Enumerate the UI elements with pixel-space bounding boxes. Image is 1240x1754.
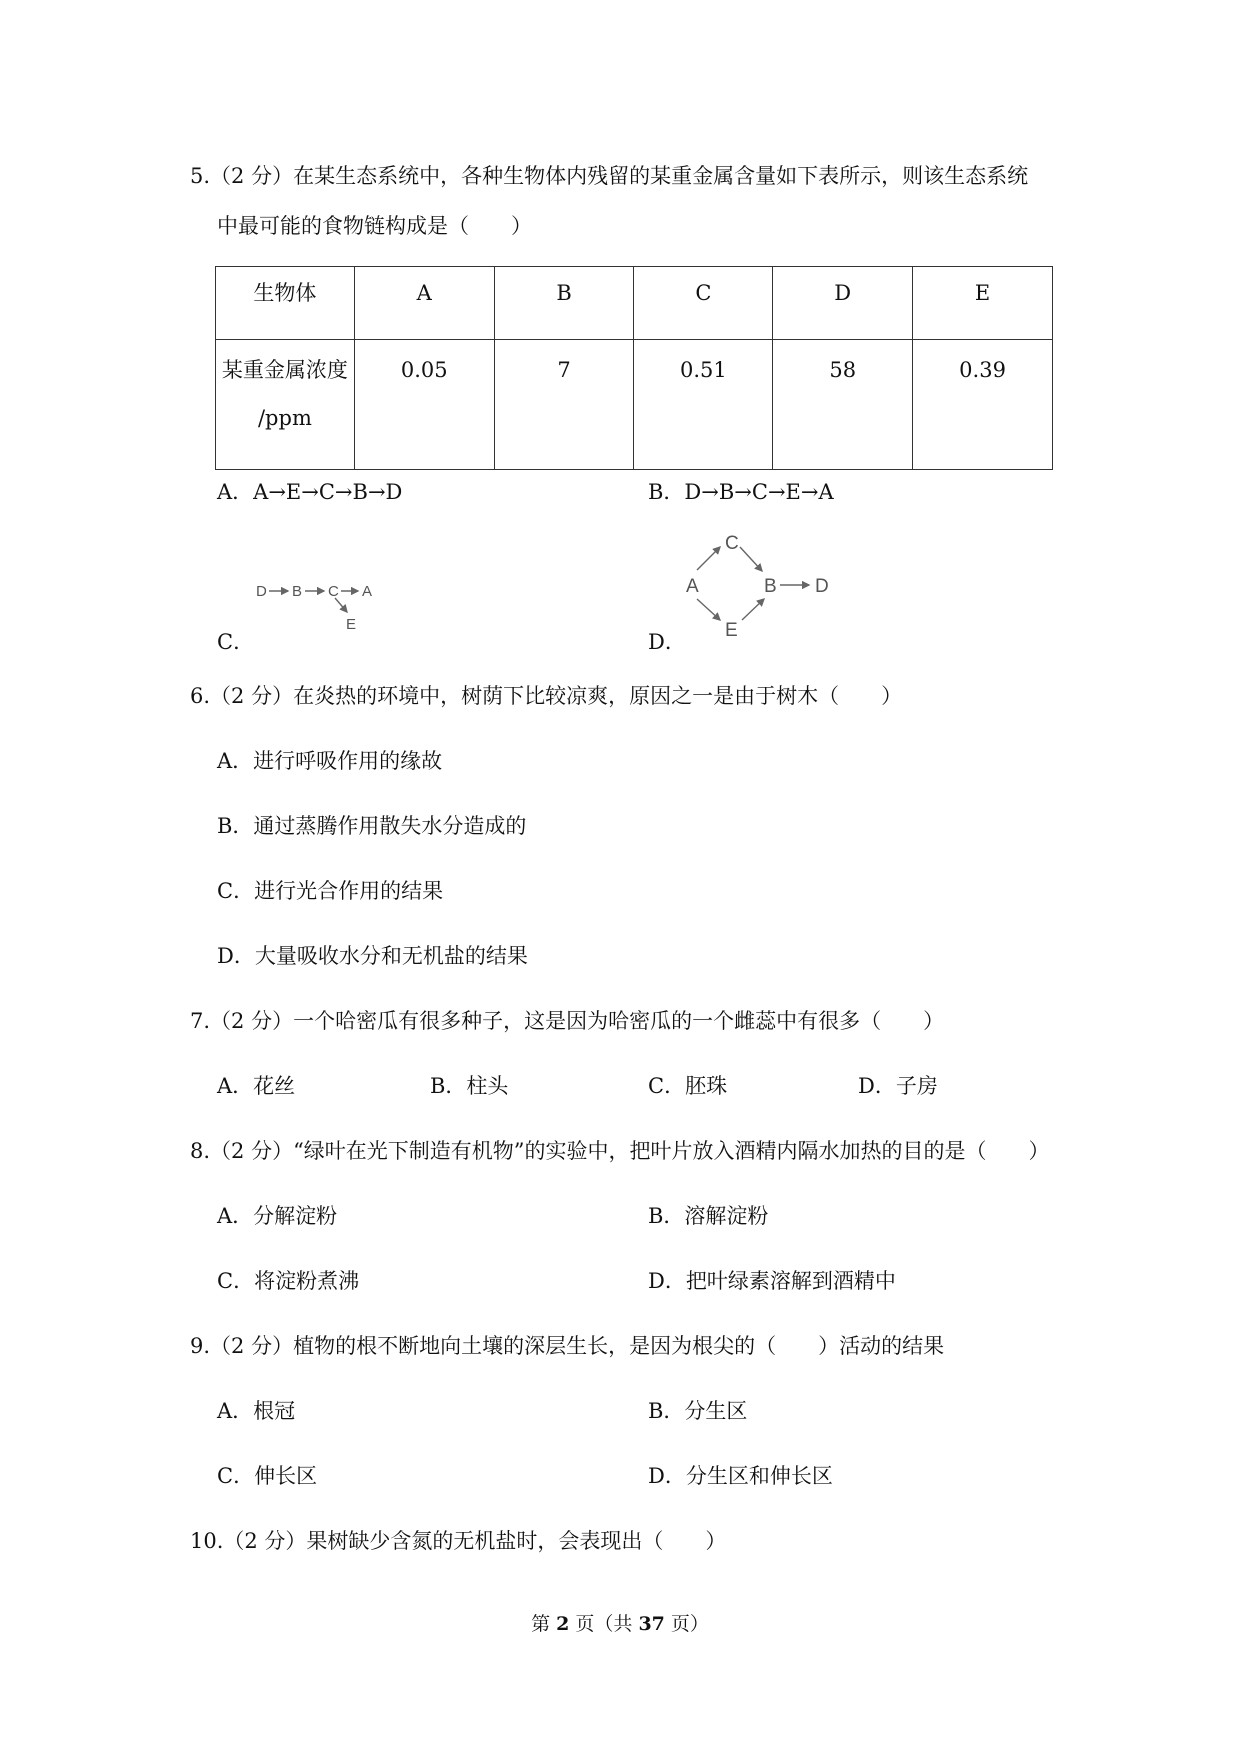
question-6-option-a[interactable]: A．进行呼吸作用的缘故 [217, 749, 443, 773]
table-cell: 58 [773, 340, 913, 470]
table-cell: 0.05 [354, 340, 494, 470]
question-8-option-b[interactable]: B．溶解淀粉 [648, 1204, 769, 1228]
footer-middle: 页（共 [569, 1613, 639, 1635]
question-9-option-b[interactable]: B．分生区 [648, 1399, 748, 1423]
question-5-option-a[interactable]: A．A→E→C→B→D [217, 480, 403, 504]
question-8-option-a[interactable]: A．分解淀粉 [217, 1204, 338, 1228]
total-page-number: 37 [638, 1613, 665, 1635]
page-footer [0, 1609, 1240, 1636]
question-8-option-c[interactable]: C．将淀粉煮沸 [217, 1269, 360, 1293]
heavy-metal-table [215, 266, 1053, 470]
question-9-option-c[interactable]: C．伸长区 [217, 1464, 318, 1488]
table-header-cell: B [494, 267, 634, 340]
node-label: A [686, 576, 699, 597]
table-header-cell: D [773, 267, 913, 340]
table-header-cell: E [913, 267, 1053, 340]
question-10-stem: 10.（2 分）果树缺少含氮的无机盐时，会表现出（ ） [190, 1529, 727, 1553]
node-label: D [256, 583, 267, 600]
question-5-stem-line2: 中最可能的食物链构成是（ ） [217, 214, 532, 238]
node-label: B [292, 583, 303, 600]
question-7-option-a[interactable]: A．花丝 [217, 1074, 296, 1098]
question-8-option-d[interactable]: D．把叶绿素溶解到酒精中 [648, 1269, 896, 1293]
table-row-label [216, 340, 355, 470]
table-header-cell: 生物体 [216, 267, 355, 340]
current-page-number: 2 [556, 1613, 570, 1635]
question-6-stem: 6.（2 分）在炎热的环境中，树荫下比较凉爽，原因之一是由于树木（ ） [190, 684, 903, 708]
node-label: A [362, 583, 373, 600]
node-label: C [328, 583, 339, 600]
question-5-option-c[interactable]: C． [217, 630, 255, 654]
node-label: D [815, 576, 829, 597]
node-label: B [764, 576, 777, 597]
question-9-option-a[interactable]: A．根冠 [217, 1399, 296, 1423]
table-header-cell: A [354, 267, 494, 340]
table-header-cell: C [634, 267, 773, 340]
table-cell: 0.39 [913, 340, 1053, 470]
table-cell: 0.51 [634, 340, 773, 470]
question-6-option-d[interactable]: D．大量吸收水分和无机盐的结果 [217, 944, 528, 968]
footer-suffix: 页） [664, 1613, 709, 1635]
node-label: E [725, 620, 738, 641]
question-9-option-d[interactable]: D．分生区和伸长区 [648, 1464, 833, 1488]
node-label: C [725, 533, 739, 554]
question-6-option-b[interactable]: B．通过蒸腾作用散失水分造成的 [217, 814, 527, 838]
question-9-stem: 9.（2 分）植物的根不断地向土壤的深层生长，是因为根尖的（ ）活动的结果 [190, 1334, 945, 1358]
question-5-option-b[interactable]: B．D→B→C→E→A [648, 480, 834, 504]
footer-prefix: 第 [531, 1613, 557, 1635]
question-7-stem: 7.（2 分）一个哈密瓜有很多种子，这是因为哈密瓜的一个雌蕊中有很多（ ） [190, 1009, 945, 1033]
question-6-option-c[interactable]: C．进行光合作用的结果 [217, 879, 444, 903]
table-header-row [216, 267, 1053, 340]
table-cell: 7 [494, 340, 634, 470]
food-chain-diagram-c [250, 570, 400, 640]
row-label-line1: 某重金属浓度 [221, 358, 348, 382]
question-7-option-c[interactable]: C．胚珠 [648, 1074, 728, 1098]
table-row [216, 340, 1053, 470]
question-7-option-d[interactable]: D．子房 [858, 1074, 938, 1098]
question-5-option-d[interactable]: D． [648, 630, 686, 654]
node-label: E [346, 616, 357, 633]
question-5-stem-line1: 5.（2 分）在某生态系统中，各种生物体内残留的某重金属含量如下表所示，则该生态系统 [190, 164, 1029, 188]
question-8-stem: 8.（2 分）“绿叶在光下制造有机物”的实验中，把叶片放入酒精内隔水加热的目的是（ ） [190, 1139, 1050, 1163]
row-label-line2: /ppm [257, 406, 312, 430]
question-7-option-b[interactable]: B．柱头 [430, 1074, 509, 1098]
food-chain-diagram-d [680, 525, 840, 645]
